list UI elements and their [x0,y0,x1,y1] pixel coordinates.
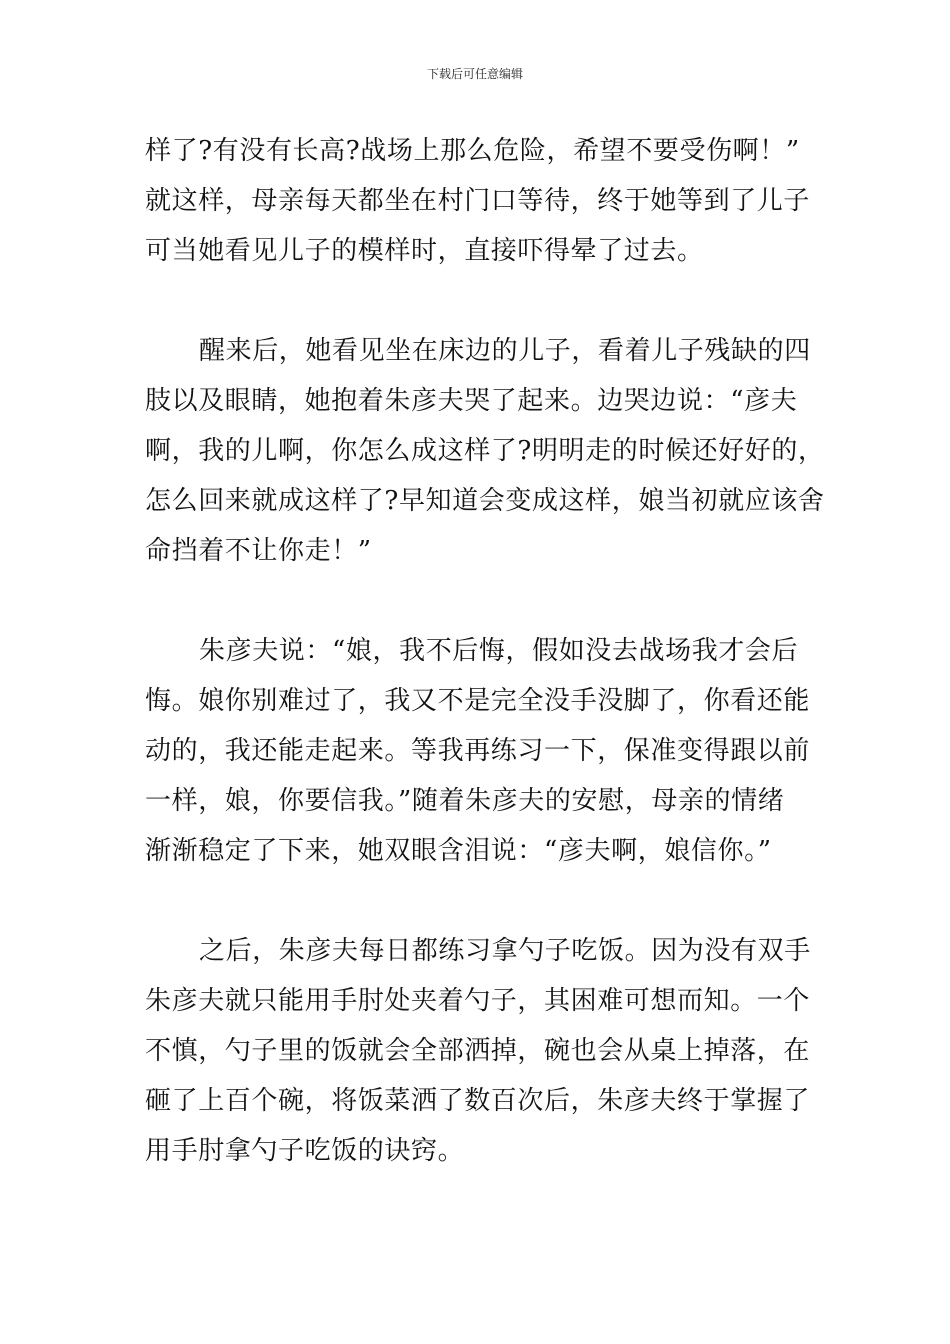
text-line: 之后，朱彦夫每日都练习拿勺子吃饭。因为没有双手 [199,936,811,966]
text-line: 命挡着不让你走！” [145,536,372,566]
text-line: 不慎，勺子里的饭就会全部洒掉，碗也会从桌上掉落，在 [145,1036,811,1066]
document-body [145,126,825,1176]
text-line: 醒来后，她看见坐在床边的儿子，看着儿子残缺的四 [199,336,811,366]
text-line: 啊，我的儿啊，你怎么成这样了?明明走的时候还好好的， [145,436,825,466]
paragraph-spacer [145,276,810,326]
text-line: 悔。娘你别难过了，我又不是完全没手没脚了，你看还能 [145,686,811,716]
text-line: 朱彦夫说：“娘，我不后悔，假如没去战场我才会后 [199,636,799,666]
paragraph-1 [145,126,810,276]
paragraph-2 [145,326,825,576]
paragraph-spacer [145,576,810,626]
page-header: 下载后可任意编辑 [426,67,523,81]
text-line: 怎么回来就成这样了?早知道会变成这样，娘当初就应该舍 [145,486,825,516]
paragraph-spacer [145,876,810,926]
text-line: 肢以及眼睛，她抱着朱彦夫哭了起来。边哭边说：“彦夫 [145,386,798,416]
paragraph-4 [145,926,810,1176]
text-line: 就这样，母亲每天都坐在村门口等待，终于她等到了儿子 [145,186,811,216]
text-line: 渐渐稳定了下来，她双眼含泪说：“彦夫啊，娘信你。” [145,836,772,866]
text-line: 用手肘拿勺子吃饭的诀窍。 [145,1136,465,1166]
text-line: 砸了上百个碗，将饭菜洒了数百次后，朱彦夫终于掌握了 [145,1086,811,1116]
text-line: 一样，娘，你要信我。”随着朱彦夫的安慰，母亲的情绪 [145,786,785,816]
paragraph-3 [145,626,810,876]
text-line: 动的，我还能走起来。等我再练习一下，保准变得跟以前 [145,736,811,766]
text-line: 样了?有没有长高?战场上那么危险，希望不要受伤啊！” [145,136,800,166]
text-line: 朱彦夫就只能用手肘处夹着勺子，其困难可想而知。一个 [145,986,811,1016]
text-line: 可当她看见儿子的模样时，直接吓得晕了过去。 [145,236,704,266]
